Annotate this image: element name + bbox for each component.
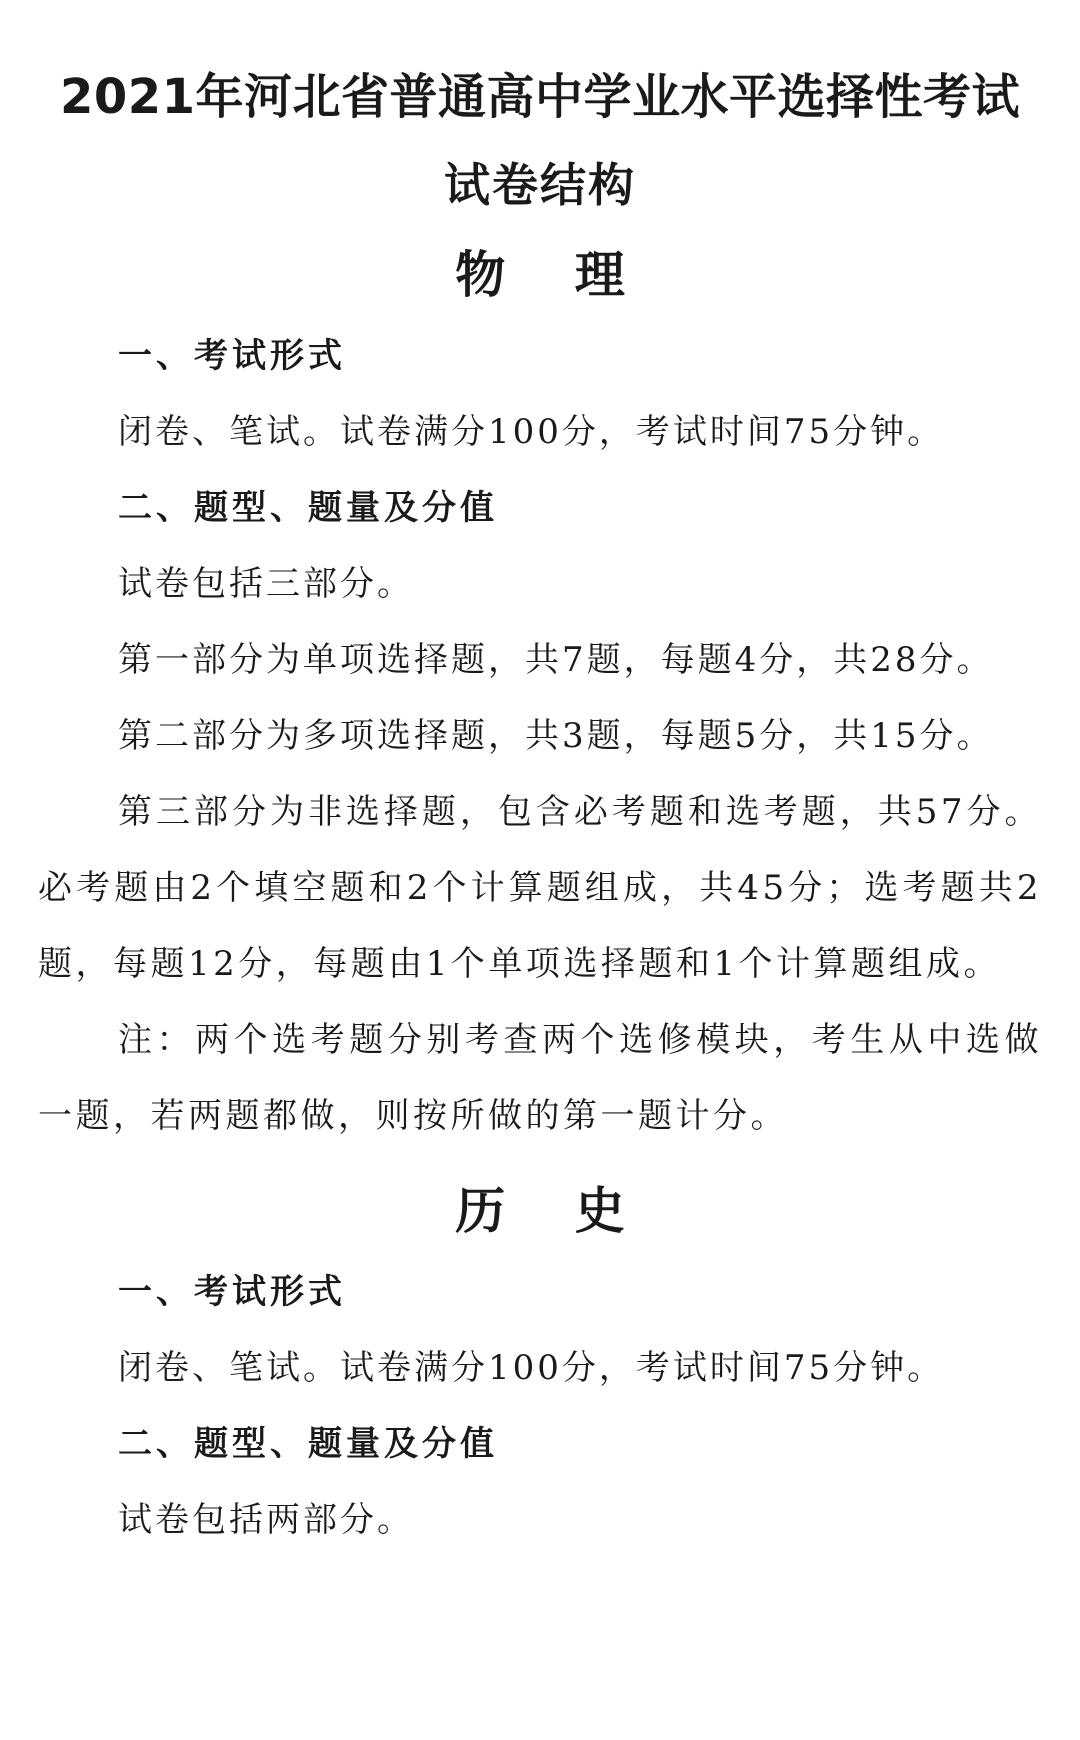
section-heading: 一、考试形式 [118, 336, 346, 376]
subject-title-history: 历 史 [455, 1182, 651, 1240]
paragraph: 第二部分为多项选择题，共3题，每题5分，共15分。 [118, 716, 994, 756]
physics-section-question-types [38, 470, 1042, 1154]
subject-title-physics: 物 理 [455, 246, 651, 304]
paragraph: 试卷包括两部分。 [118, 1500, 414, 1540]
paragraph: 闭卷、笔试。试卷满分100分，考试时间75分钟。 [118, 412, 945, 452]
physics-section-exam-format [38, 318, 1042, 470]
document-title: 2021年河北省普通高中学业水平选择性考试 [59, 69, 1021, 125]
section-heading: 二、题型、题量及分值 [118, 1424, 498, 1464]
subject-history [38, 1168, 1042, 1558]
section-heading: 一、考试形式 [118, 1272, 346, 1312]
document-subtitle: 试卷结构 [444, 158, 636, 212]
paragraph: 第一部分为单项选择题，共7题，每题4分，共28分。 [118, 640, 994, 680]
subject-physics [38, 232, 1042, 1154]
paragraph: 第三部分为非选择题，包含必考题和选考题，共57分。必考题由2个填空题和2个计算题组成，共45分；选考题共2题，每题12分，每题由1个单项选择题和1个计算题组成。 [38, 792, 1042, 984]
paragraph: 闭卷、笔试。试卷满分100分，考试时间75分钟。 [118, 1348, 945, 1388]
paragraph: 试卷包括三部分。 [118, 564, 414, 604]
history-section-exam-format [38, 1254, 1042, 1406]
history-section-question-types [38, 1406, 1042, 1558]
section-heading: 二、题型、题量及分值 [118, 488, 498, 528]
note-paragraph: 注：两个选考题分别考查两个选修模块，考生从中选做一题，若两题都做，则按所做的第一题计分。 [38, 1020, 1042, 1136]
